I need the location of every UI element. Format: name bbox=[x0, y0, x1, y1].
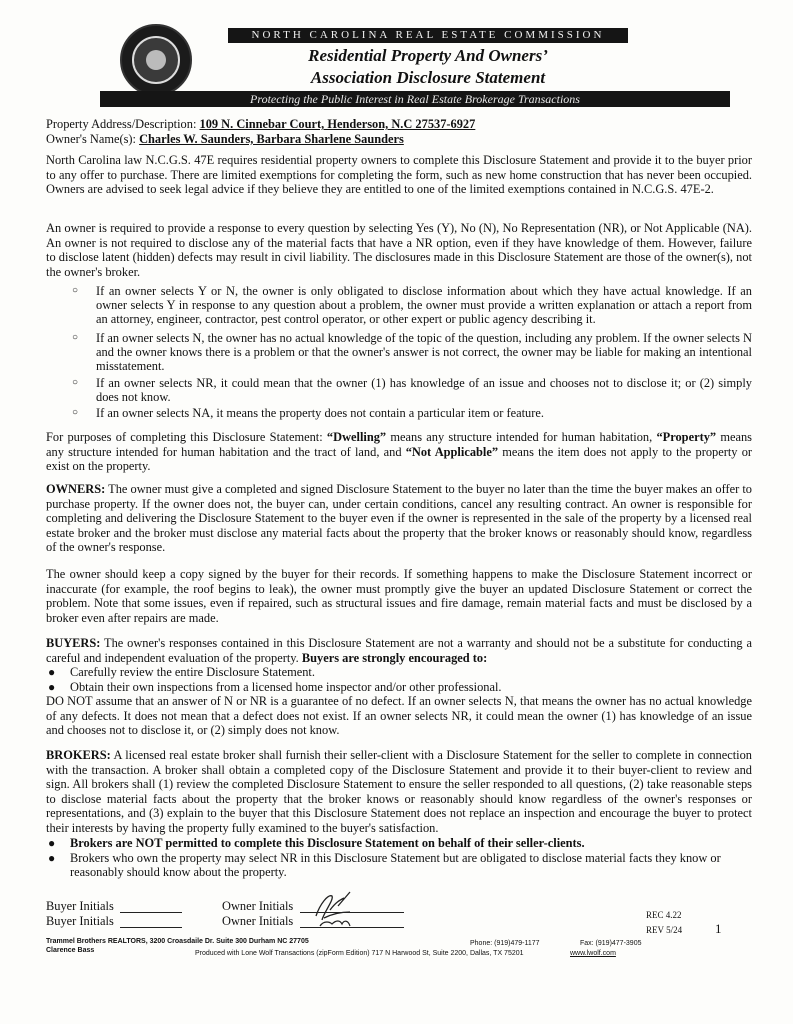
tagline-banner: Protecting the Public Interest in Real Estate Brokerage Transactions bbox=[100, 91, 730, 107]
buyers-text: The owner's responses contained in this Disclosure Statement are not a warranty and should not be a substitute for conducting a careful and independent evaluation of the property. bbox=[46, 636, 752, 665]
purposes-text-d: means the item does not apply to the property or exist on the property. bbox=[46, 444, 753, 474]
bullet-icon: ● bbox=[48, 680, 56, 694]
footer-website-link[interactable]: www.lwolf.com bbox=[570, 950, 616, 957]
response-bullet-4: If an owner selects NA, it means the property does not contain a particular item or feature. bbox=[96, 406, 544, 420]
buyer-initials-1-label: Buyer Initials bbox=[46, 899, 114, 913]
brokers-bullet-1: Brokers are NOT permitted to complete this Disclosure Statement on behalf of their seller-clients. bbox=[70, 836, 585, 850]
term-dwelling: “Dwelling” bbox=[326, 430, 387, 444]
buyers-heading: BUYERS: bbox=[46, 636, 101, 650]
property-address-row bbox=[46, 117, 475, 132]
brokers-bullet-2: Brokers who own the property may select NR in this Disclosure Statement but are obligated to disclose material facts they know or reasonably should know about the property. bbox=[70, 851, 721, 880]
owners-text: The owner must give a completed and signed Disclosure Statement to the buyer no later than the time the buyer makes an offer to purchase property. If the owner does not, the buyer can, under certain conditions, cancel any resulting contract. An owner is responsible for completing and delivering the Disclosure Statement to the buyer even if the owner is represented in the sale of the property by a licensed real estate broker and the broker must disclose any material facts about the property that the broker knows or reasonably should know, regardless of the owner's response. bbox=[46, 482, 752, 555]
bullet-icon: ○ bbox=[72, 377, 79, 388]
response-bullet-1: If an owner selects Y or N, the owner is only obligated to disclose information about which they have actual knowledge. If an owner selects Y in response to any question about a problem, the owner must provide a written explanation or attach a report from an attorney, engineer, contractor, pest control operator, or other expert or public agency describing it. bbox=[96, 284, 752, 327]
bullet-icon: ○ bbox=[72, 407, 79, 418]
property-address-label: Property Address/Description: bbox=[46, 117, 197, 131]
owners-heading: OWNERS: bbox=[46, 482, 106, 496]
owner-names-value: Charles W. Saunders, Barbara Sharlene Saunders bbox=[139, 132, 404, 146]
buyers-bullet-1: Carefully review the entire Disclosure Statement. bbox=[70, 665, 315, 679]
brokers-text: A licensed real estate broker shall furnish their seller-client with a Disclosure Statement for the seller to complete in connection with the transaction. A broker shall obtain a completed copy of the Disclosure Statement and provide it to their buyer-client to review and sign. All brokers shall (1) review the completed Disclosure Statement to ensure the seller responded to all questions, (2) take reasonable steps to disclose material facts about the property that the broker knows or reasonably should know regardless of the owner's responses or representations, and (3) explain to the buyer that this Disclosure Statement does not replace an inspection and encourage the buyer to protect their interests by having the property fully examined to the buyer's satisfaction. bbox=[46, 748, 752, 835]
buyers-paragraph bbox=[46, 636, 752, 665]
footer-agent: Clarence Bass bbox=[46, 947, 95, 954]
owners-paragraph bbox=[46, 482, 752, 555]
buyer-initials-1-field[interactable] bbox=[120, 912, 182, 913]
buyer-initials-2-label: Buyer Initials bbox=[46, 914, 114, 928]
buyer-initials-2-field[interactable] bbox=[120, 927, 182, 928]
purposes-text-b: means any structure intended for human habitation, bbox=[386, 430, 657, 444]
owner-initials-signature bbox=[310, 890, 360, 930]
purposes-text-c: means any structure intended for human habitation and the tract of land, and bbox=[46, 430, 752, 459]
term-not-applicable: “Not Applicable” bbox=[405, 444, 499, 459]
bullet-icon: ○ bbox=[72, 332, 79, 343]
owner-names-row bbox=[46, 132, 404, 147]
rev-code: REV 5/24 bbox=[646, 925, 683, 935]
buyers-bullet-2: Obtain their own inspections from a licensed home inspector and/or other professional. bbox=[70, 680, 502, 694]
purposes-paragraph bbox=[46, 430, 752, 474]
bullet-icon: ● bbox=[48, 851, 56, 865]
footer-broker-line: Trammel Brothers REALTORS, 3200 Croasdaile Dr. Suite 300 Durham NC 27705 bbox=[46, 938, 309, 945]
bullet-icon: ○ bbox=[72, 285, 79, 296]
bullet-icon: ● bbox=[48, 836, 56, 850]
buyers-after-paragraph: DO NOT assume that an answer of N or NR is a guarantee of no defect. If an owner selects N, that means the owner has no actual knowledge of any defects. It does not mean that a defect does not exist. If an owner selects NR, it could mean the owner (1) has knowledge of an issue and chooses not to disclose it, or (2) simply does not know. bbox=[46, 694, 752, 738]
page-number: 1 bbox=[715, 921, 722, 936]
term-property: “Property” bbox=[656, 430, 717, 444]
buyers-encouraged: Buyers are strongly encouraged to: bbox=[301, 650, 488, 665]
nc-seal-icon bbox=[120, 24, 192, 96]
footer-phone: Phone: (919)479-1177 bbox=[470, 940, 540, 947]
brokers-paragraph bbox=[46, 748, 752, 836]
response-bullet-2: If an owner selects N, the owner has no actual knowledge of the topic of the question, including any problem. If the owner selects N and the owner knows there is a problem or that the owner's answer is not correct, the owner may be liable for making an intentional misstatement. bbox=[96, 331, 752, 374]
purposes-text-a: For purposes of completing this Disclosure Statement: bbox=[46, 430, 327, 444]
footer-produced: Produced with Lone Wolf Transactions (zipForm Edition) 717 N Harwood St, Suite 2200, Dallas, TX 75201 bbox=[195, 950, 524, 957]
form-title-line2: Association Disclosure Statement bbox=[310, 68, 546, 87]
bullet-icon: ● bbox=[48, 665, 56, 679]
brokers-heading: BROKERS: bbox=[46, 748, 111, 762]
rec-code: REC 4.22 bbox=[646, 910, 682, 920]
owner-names-label: Owner's Name(s): bbox=[46, 132, 136, 146]
response-bullet-3: If an owner selects NR, it could mean that the owner (1) has knowledge of an issue and chooses not to disclose it; or (2) simply does not know. bbox=[96, 376, 752, 405]
footer-fax: Fax: (919)477-3905 bbox=[580, 940, 642, 947]
form-title-line1: Residential Property And Owners’ bbox=[308, 46, 548, 65]
intro-paragraph: North Carolina law N.C.G.S. 47E requires residential property owners to complete this Disclosure Statement and provide it to the buyer prior to any offer to purchase. There are limited exemptions for completing the form, such as new home construction that has never been occupied. Owners are advised to seek legal advice if they believe they are entitled to one of the limited exemptions contained in N.C.G.S. 47E-2. bbox=[46, 153, 752, 197]
copy-paragraph: The owner should keep a copy signed by the buyer for their records. If something happens to make the Disclosure Statement incorrect or inaccurate (for example, the roof begins to leak), the owner must promptly give the buyer an updated Disclosure Statement or correct the problem. Note that some issues, even if repaired, such as structural issues and fire damage, remain material facts and must be disclosed by a broker even after repairs are made. bbox=[46, 567, 752, 625]
owner-initials-1-label: Owner Initials bbox=[222, 899, 294, 913]
owner-initials-2-label: Owner Initials bbox=[222, 914, 294, 928]
response-paragraph: An owner is required to provide a response to every question by selecting Yes (Y), No (N), No Representation (NR), or Not Applicable (NA). An owner is not required to disclose any of the material facts that have a NR option, even if they have knowledge of them. However, failure to disclose latent (hidden) defects may result in civil liability. The disclosures made in this Disclosure Statement are those of the owner(s), not the owner's broker. bbox=[46, 221, 752, 279]
property-address-value: 109 N. Cinnebar Court, Henderson, N.C 27537-6927 bbox=[199, 117, 476, 131]
commission-banner: NORTH CAROLINA REAL ESTATE COMMISSION bbox=[228, 28, 628, 43]
